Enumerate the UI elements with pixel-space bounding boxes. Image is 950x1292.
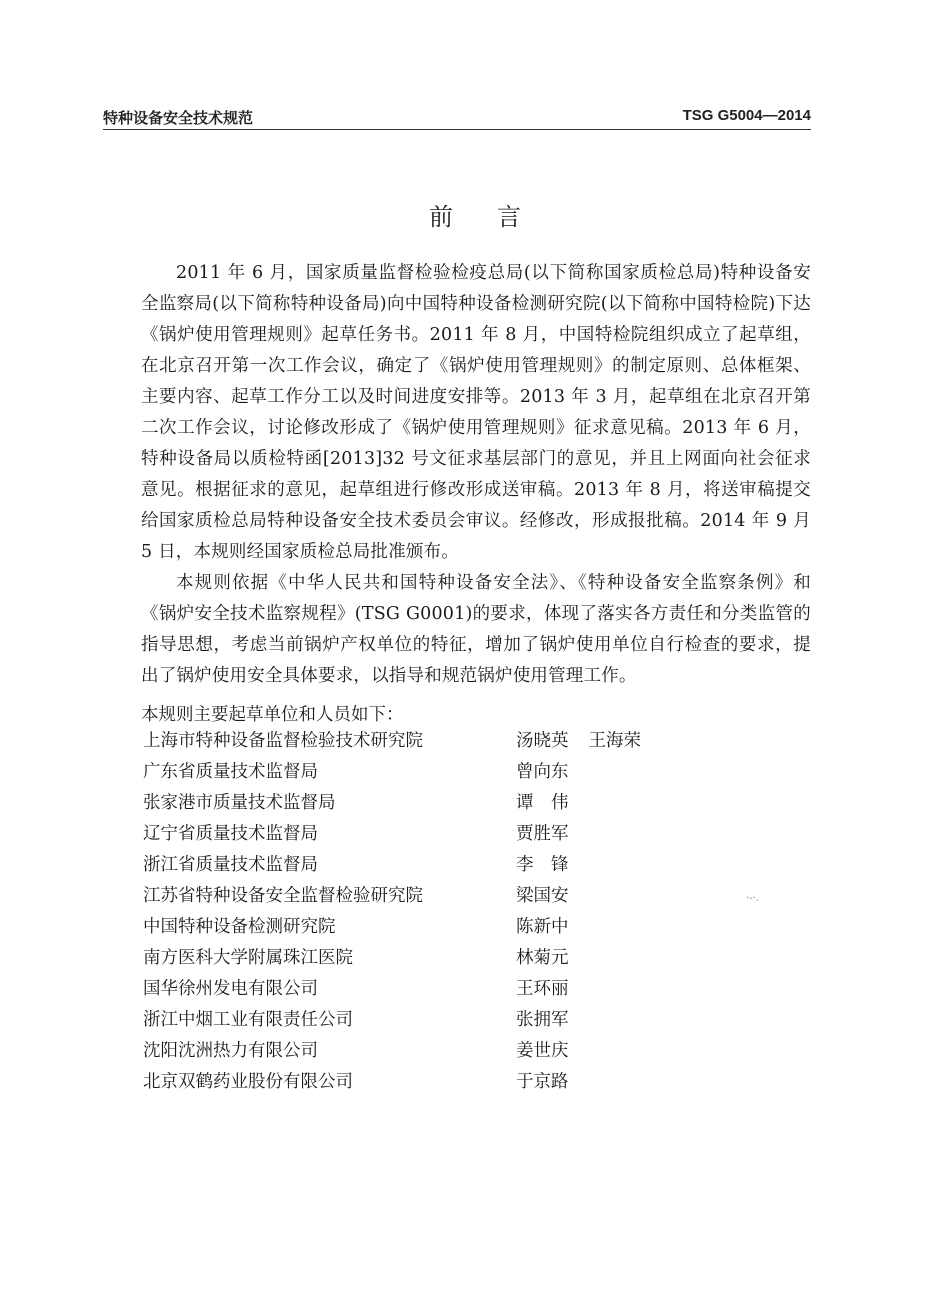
running-header [103,105,811,129]
drafter-unit: 浙江省质量技术监督局 [143,855,318,875]
drafter-people [516,1005,569,1036]
drafter-row [143,1036,743,1067]
drafter-person: 曾向东 [516,762,569,782]
drafter-unit: 北京双鹤药业股份有限公司 [143,1072,353,1092]
drafter-unit: 中国特种设备检测研究院 [143,917,336,937]
header-standard-number: TSG G5004—2014 [682,107,811,124]
drafter-people [516,726,641,757]
drafter-person: 汤晓英 [516,731,569,751]
drafter-people [516,974,569,1005]
drafter-row [143,788,743,819]
drafter-unit: 江苏省特种设备安全监督检验研究院 [143,886,423,906]
drafter-row [143,974,743,1005]
drafter-list [143,726,743,1098]
drafter-person: 李 锋 [516,855,569,875]
header-series-title: 特种设备安全技术规范 [103,109,254,127]
drafter-people [516,912,569,943]
page-title: 前言 [429,203,565,231]
drafter-unit: 南方医科大学附属珠江医院 [143,948,353,968]
drafter-unit: 上海市特种设备监督检验技术研究院 [143,731,423,751]
drafter-row [143,912,743,943]
drafter-row [143,943,743,974]
drafter-person: 梁国安 [516,886,569,906]
drafter-unit: 广东省质量技术监督局 [143,762,318,782]
drafter-row [143,726,743,757]
header-rule [103,129,811,130]
drafter-unit: 浙江中烟工业有限责任公司 [143,1010,353,1030]
drafter-row [143,1067,743,1098]
drafters-intro: 本规则主要起草单位和人员如下： [141,705,404,725]
drafter-person: 贾胜军 [516,824,569,844]
drafter-unit: 沈阳沈洲热力有限公司 [143,1041,318,1061]
drafter-row [143,881,743,912]
drafter-person: 陈新中 [516,917,569,937]
paragraph-history: 2011 年 6 月，国家质量监督检验检疫总局(以下简称国家质检总局)特种设备安全监察局(以下简称特种设备局)向中国特种设备检测研究院(以下简称中国特检院)下达《锅炉使用管理规则》起草任务书。2011 年 8 月，中国特检院组织成立了起草组，在北京召开第一次工作会议，确定了《锅炉使用管理规则》的制定原则、总体框架、主要内容、起草工作分工以及时间进度安排等。2013 年 3 月，起草组在北京召开第二次工作会议，讨论修改形成了《锅炉使用管理规则》征求意见稿。2013 年 6 月，特种设备局以质检特函[2013]32 号文征求基层部门的意见，并且上网面向社会征求意见。根据征求的意见，起草组进行修改形成送审稿。2013 年 8 月，将送审稿提交给国家质检总局特种设备安全技术委员会审议。经修改，形成报批稿。2014 年 9 月 5 日，本规则经国家质检总局批准颁布。 [141,263,811,562]
drafter-person: 姜世庆 [516,1041,569,1061]
drafter-person: 张拥军 [516,1010,569,1030]
drafter-person: 谭 伟 [516,793,569,813]
drafter-person: 林菊元 [516,948,569,968]
drafter-people [516,943,569,974]
drafter-unit: 张家港市质量技术监督局 [143,793,336,813]
scan-speck: ·-·. [746,893,759,904]
drafter-row [143,757,743,788]
drafter-person: 王海荣 [588,731,641,751]
drafter-people [516,819,569,850]
drafter-unit: 国华徐州发电有限公司 [143,979,318,999]
paragraph-basis: 本规则依据《中华人民共和国特种设备安全法》、《特种设备安全监察条例》和《锅炉安全技术监察规程》(TSG G0001)的要求，体现了落实各方责任和分类监管的指导思想，考虑当前锅炉产权单位的特征，增加了锅炉使用单位自行检查的要求，提出了锅炉使用安全具体要求，以指导和规范锅炉使用管理工作。 [141,573,811,686]
drafter-unit: 辽宁省质量技术监督局 [143,824,318,844]
drafter-row [143,850,743,881]
drafter-people [516,881,569,912]
drafter-people [516,757,569,788]
drafter-people [516,1067,569,1098]
drafter-people [516,850,569,881]
drafter-person: 于京路 [516,1072,569,1092]
drafter-person: 王环丽 [516,979,569,999]
drafter-row [143,819,743,850]
drafter-people [516,788,569,819]
drafter-row [143,1005,743,1036]
body-text [141,258,811,692]
drafter-people [516,1036,569,1067]
